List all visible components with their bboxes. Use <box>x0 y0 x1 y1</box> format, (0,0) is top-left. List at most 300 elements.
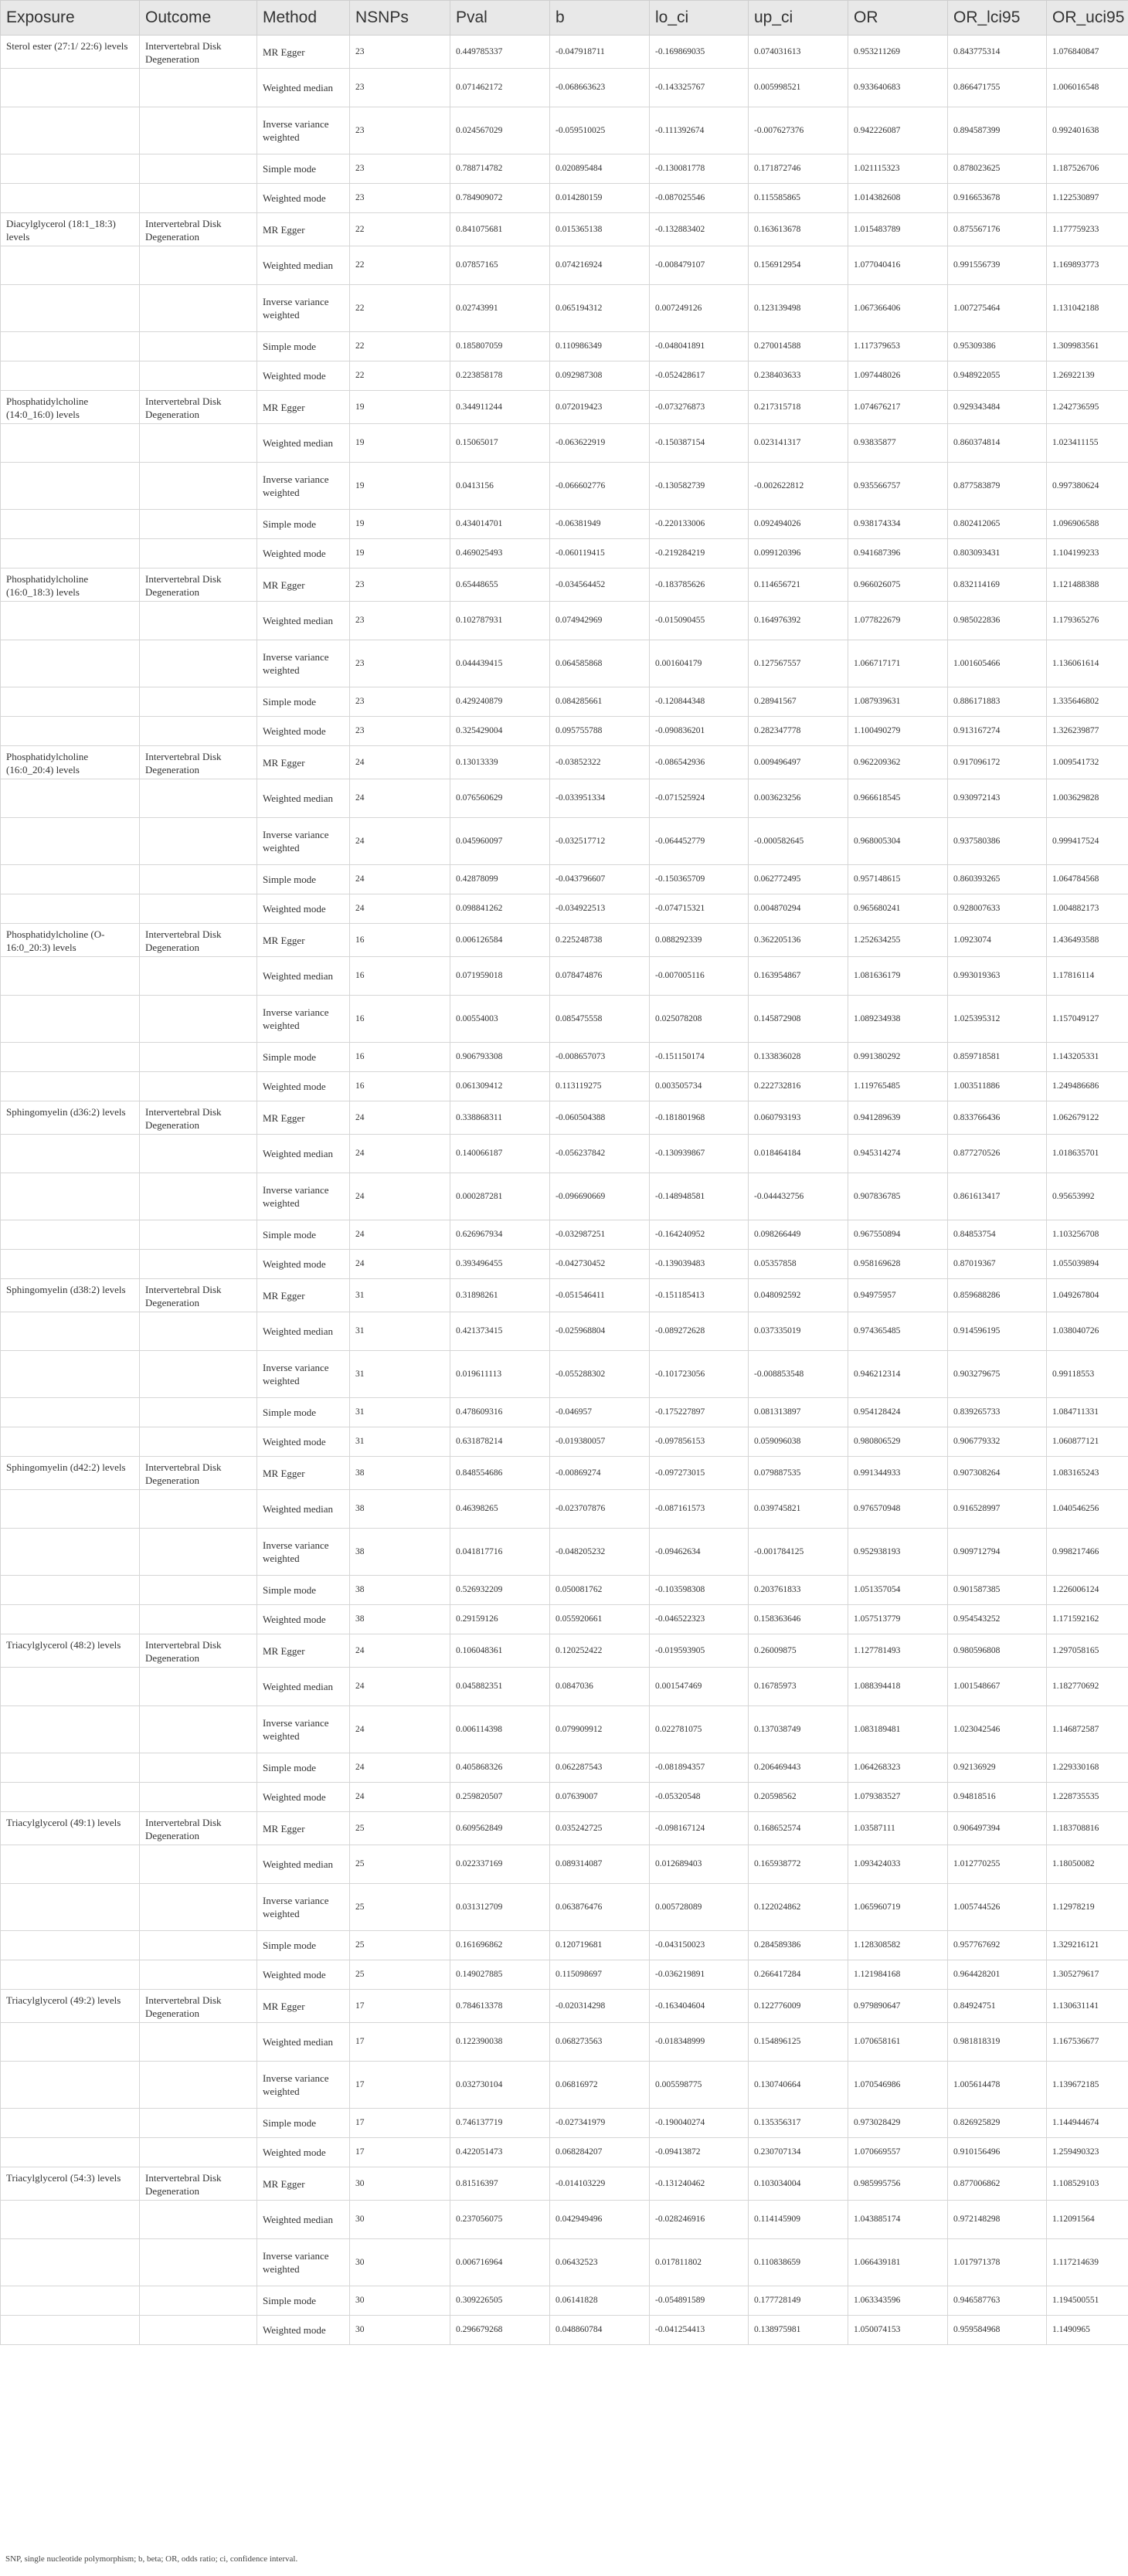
nsnps-cell: 23 <box>350 69 450 107</box>
nsnps-cell: 24 <box>350 746 450 779</box>
lo-ci-cell: -0.130939867 <box>650 1135 749 1173</box>
table-row <box>1 2023 1128 2062</box>
b-cell: 0.07639007 <box>550 1783 650 1812</box>
or-lci95-cell: 0.991556739 <box>948 246 1047 285</box>
b-cell: 0.120719681 <box>550 1931 650 1960</box>
up-ci-cell: 0.230707134 <box>749 2138 848 2167</box>
lo-ci-cell: -0.219284219 <box>650 539 749 568</box>
header-or: OR <box>848 1 948 36</box>
exposure-cell <box>1 2023 140 2062</box>
up-ci-cell: 0.362205136 <box>749 924 848 957</box>
b-cell: 0.089314087 <box>550 1845 650 1884</box>
exposure-cell <box>1 1753 140 1783</box>
method-cell: MR Egger <box>257 1990 350 2023</box>
or-lci95-cell: 1.001548667 <box>948 1668 1047 1706</box>
or-lci95-cell: 1.005614478 <box>948 2062 1047 2109</box>
up-ci-cell: 0.137038749 <box>749 1706 848 1753</box>
nsnps-cell: 38 <box>350 1529 450 1576</box>
lo-ci-cell: -0.164240952 <box>650 1220 749 1250</box>
pval-cell: 0.784909072 <box>450 184 550 213</box>
or-cell: 0.980806529 <box>848 1427 948 1457</box>
method-cell: Simple mode <box>257 154 350 184</box>
pval-cell: 0.02743991 <box>450 285 550 332</box>
pval-cell: 0.31898261 <box>450 1279 550 1312</box>
or-uci95-cell: 1.144944674 <box>1047 2109 1128 2138</box>
or-cell: 1.093424033 <box>848 1845 948 1884</box>
or-uci95-cell: 1.326239877 <box>1047 717 1128 746</box>
up-ci-cell: 0.168652574 <box>749 1812 848 1845</box>
method-cell: Weighted mode <box>257 361 350 391</box>
table-row <box>1 779 1128 818</box>
b-cell: 0.06432523 <box>550 2239 650 2286</box>
or-cell: 1.03587111 <box>848 1812 948 1845</box>
exposure-cell <box>1 818 140 865</box>
nsnps-cell: 24 <box>350 1783 450 1812</box>
outcome-cell: Intervertebral Disk Degeneration <box>140 924 257 957</box>
or-uci95-cell: 1.018635701 <box>1047 1135 1128 1173</box>
lo-ci-cell: 0.001547469 <box>650 1668 749 1706</box>
method-cell: Simple mode <box>257 2109 350 2138</box>
header-nsnps: NSNPs <box>350 1 450 36</box>
or-uci95-cell: 1.242736595 <box>1047 391 1128 424</box>
or-lci95-cell: 0.802412065 <box>948 510 1047 539</box>
up-ci-cell: 0.018464184 <box>749 1135 848 1173</box>
b-cell: -0.056237842 <box>550 1135 650 1173</box>
outcome-cell <box>140 1072 257 1101</box>
or-lci95-cell: 0.894587399 <box>948 107 1047 154</box>
b-cell: -0.00869274 <box>550 1457 650 1490</box>
lo-ci-cell: -0.09413872 <box>650 2138 749 2167</box>
lo-ci-cell: -0.139039483 <box>650 1250 749 1279</box>
pval-cell: 0.848554686 <box>450 1457 550 1490</box>
or-lci95-cell: 0.954543252 <box>948 1605 1047 1634</box>
nsnps-cell: 22 <box>350 361 450 391</box>
table-row <box>1 1884 1128 1931</box>
pval-cell: 0.42878099 <box>450 865 550 894</box>
table-row <box>1 332 1128 361</box>
or-uci95-cell: 0.95653992 <box>1047 1173 1128 1220</box>
or-uci95-cell: 1.076840847 <box>1047 36 1128 69</box>
outcome-cell <box>140 1529 257 1576</box>
or-cell: 1.067366406 <box>848 285 948 332</box>
table-row <box>1 154 1128 184</box>
lo-ci-cell: -0.043150023 <box>650 1931 749 1960</box>
table-row <box>1 107 1128 154</box>
outcome-cell <box>140 2239 257 2286</box>
up-ci-cell: 0.023141317 <box>749 424 848 463</box>
lo-ci-cell: -0.169869035 <box>650 36 749 69</box>
table-row <box>1 1783 1128 1812</box>
table-row <box>1 1753 1128 1783</box>
outcome-cell <box>140 1312 257 1351</box>
method-cell: Inverse variance weighted <box>257 463 350 510</box>
up-ci-cell: 0.039745821 <box>749 1490 848 1529</box>
table-row <box>1 1845 1128 1884</box>
b-cell: -0.068663623 <box>550 69 650 107</box>
exposure-cell <box>1 1427 140 1457</box>
table-row <box>1 602 1128 640</box>
method-cell: MR Egger <box>257 924 350 957</box>
lo-ci-cell: 0.007249126 <box>650 285 749 332</box>
or-cell: 1.021115323 <box>848 154 948 184</box>
table-row <box>1 1490 1128 1529</box>
table-row <box>1 865 1128 894</box>
b-cell: 0.072019423 <box>550 391 650 424</box>
b-cell: 0.074942969 <box>550 602 650 640</box>
table-body <box>1 36 1128 2345</box>
or-lci95-cell: 1.005744526 <box>948 1884 1047 1931</box>
table-row <box>1 1072 1128 1101</box>
nsnps-cell: 16 <box>350 1043 450 1072</box>
pval-cell: 0.102787931 <box>450 602 550 640</box>
exposure-cell <box>1 957 140 996</box>
table-row <box>1 424 1128 463</box>
exposure-cell <box>1 510 140 539</box>
or-lci95-cell: 0.910156496 <box>948 2138 1047 2167</box>
table-row <box>1 69 1128 107</box>
lo-ci-cell: -0.041254413 <box>650 2316 749 2345</box>
or-uci95-cell: 1.182770692 <box>1047 1668 1128 1706</box>
outcome-cell <box>140 154 257 184</box>
exposure-cell <box>1 1135 140 1173</box>
method-cell: Simple mode <box>257 1220 350 1250</box>
or-uci95-cell: 1.103256708 <box>1047 1220 1128 1250</box>
up-ci-cell: 0.163613678 <box>749 213 848 246</box>
lo-ci-cell: -0.028246916 <box>650 2201 749 2239</box>
table-row <box>1 1250 1128 1279</box>
pval-cell: 0.07857165 <box>450 246 550 285</box>
or-uci95-cell: 1.121488388 <box>1047 568 1128 602</box>
lo-ci-cell: -0.132883402 <box>650 213 749 246</box>
exposure-cell <box>1 779 140 818</box>
or-uci95-cell: 1.26922139 <box>1047 361 1128 391</box>
or-cell: 0.991380292 <box>848 1043 948 1072</box>
b-cell: 0.050081762 <box>550 1576 650 1605</box>
outcome-cell <box>140 2201 257 2239</box>
exposure-cell <box>1 463 140 510</box>
nsnps-cell: 30 <box>350 2167 450 2201</box>
header-or-uci95: OR_uci95 <box>1047 1 1128 36</box>
lo-ci-cell: -0.052428617 <box>650 361 749 391</box>
lo-ci-cell: -0.090836201 <box>650 717 749 746</box>
up-ci-cell: 0.059096038 <box>749 1427 848 1457</box>
nsnps-cell: 23 <box>350 602 450 640</box>
outcome-cell <box>140 640 257 687</box>
pval-cell: 0.631878214 <box>450 1427 550 1457</box>
outcome-cell <box>140 424 257 463</box>
nsnps-cell: 30 <box>350 2239 450 2286</box>
method-cell: Weighted median <box>257 1668 350 1706</box>
method-cell: MR Egger <box>257 391 350 424</box>
table-row <box>1 1312 1128 1351</box>
or-cell: 0.958169628 <box>848 1250 948 1279</box>
or-lci95-cell: 1.007275464 <box>948 285 1047 332</box>
table-row <box>1 1668 1128 1706</box>
or-cell: 0.991344933 <box>848 1457 948 1490</box>
method-cell: Weighted mode <box>257 539 350 568</box>
or-cell: 1.066717171 <box>848 640 948 687</box>
outcome-cell <box>140 1576 257 1605</box>
or-uci95-cell: 1.040546256 <box>1047 1490 1128 1529</box>
up-ci-cell: 0.217315718 <box>749 391 848 424</box>
or-cell: 1.121984168 <box>848 1960 948 1990</box>
lo-ci-cell: 0.025078208 <box>650 996 749 1043</box>
or-uci95-cell: 1.167536677 <box>1047 2023 1128 2062</box>
or-uci95-cell: 1.226006124 <box>1047 1576 1128 1605</box>
lo-ci-cell: -0.081894357 <box>650 1753 749 1783</box>
b-cell: -0.032987251 <box>550 1220 650 1250</box>
table-row <box>1 996 1128 1043</box>
up-ci-cell: -0.002622812 <box>749 463 848 510</box>
outcome-cell <box>140 332 257 361</box>
up-ci-cell: 0.206469443 <box>749 1753 848 1783</box>
outcome-cell <box>140 246 257 285</box>
or-cell: 0.935566757 <box>848 463 948 510</box>
or-uci95-cell: 1.259490323 <box>1047 2138 1128 2167</box>
table-row <box>1 568 1128 602</box>
outcome-cell: Intervertebral Disk Degeneration <box>140 213 257 246</box>
nsnps-cell: 24 <box>350 1634 450 1668</box>
b-cell: 0.06816972 <box>550 2062 650 2109</box>
b-cell: 0.0847036 <box>550 1668 650 1706</box>
or-uci95-cell: 1.139672185 <box>1047 2062 1128 2109</box>
b-cell: 0.035242725 <box>550 1812 650 1845</box>
or-lci95-cell: 0.886171883 <box>948 687 1047 717</box>
or-lci95-cell: 0.87019367 <box>948 1250 1047 1279</box>
method-cell: Simple mode <box>257 687 350 717</box>
exposure-cell <box>1 1884 140 1931</box>
nsnps-cell: 19 <box>350 463 450 510</box>
pval-cell: 0.609562849 <box>450 1812 550 1845</box>
exposure-cell <box>1 424 140 463</box>
nsnps-cell: 17 <box>350 2062 450 2109</box>
outcome-cell <box>140 2023 257 2062</box>
up-ci-cell: 0.171872746 <box>749 154 848 184</box>
b-cell: -0.032517712 <box>550 818 650 865</box>
exposure-cell <box>1 2286 140 2316</box>
or-cell: 1.043885174 <box>848 2201 948 2239</box>
or-cell: 0.938174334 <box>848 510 948 539</box>
nsnps-cell: 38 <box>350 1490 450 1529</box>
exposure-cell <box>1 332 140 361</box>
up-ci-cell: 0.284589386 <box>749 1931 848 1960</box>
pval-cell: 0.045960097 <box>450 818 550 865</box>
b-cell: 0.063876476 <box>550 1884 650 1931</box>
or-uci95-cell: 1.171592162 <box>1047 1605 1128 1634</box>
b-cell: 0.020895484 <box>550 154 650 184</box>
up-ci-cell: 0.115585865 <box>749 184 848 213</box>
pval-cell: 0.626967934 <box>450 1220 550 1250</box>
method-cell: Simple mode <box>257 332 350 361</box>
lo-ci-cell: 0.088292339 <box>650 924 749 957</box>
or-cell: 0.976570948 <box>848 1490 948 1529</box>
or-uci95-cell: 1.060877121 <box>1047 1427 1128 1457</box>
method-cell: Simple mode <box>257 1043 350 1072</box>
lo-ci-cell: -0.175227897 <box>650 1398 749 1427</box>
lo-ci-cell: -0.074715321 <box>650 894 749 924</box>
exposure-cell: Phosphatidylcholine (O-16:0_20:3) levels <box>1 924 140 957</box>
b-cell: 0.113119275 <box>550 1072 650 1101</box>
exposure-cell <box>1 602 140 640</box>
nsnps-cell: 24 <box>350 1668 450 1706</box>
or-cell: 1.128308582 <box>848 1931 948 1960</box>
lo-ci-cell: -0.183785626 <box>650 568 749 602</box>
or-cell: 0.979890647 <box>848 1990 948 2023</box>
table-row <box>1 2316 1128 2345</box>
table-row <box>1 285 1128 332</box>
up-ci-cell: 0.110838659 <box>749 2239 848 2286</box>
b-cell: 0.014280159 <box>550 184 650 213</box>
or-cell: 1.051357054 <box>848 1576 948 1605</box>
b-cell: 0.048860784 <box>550 2316 650 2345</box>
or-lci95-cell: 0.903279675 <box>948 1351 1047 1398</box>
or-uci95-cell: 1.146872587 <box>1047 1706 1128 1753</box>
exposure-cell: Triacylglycerol (49:1) levels <box>1 1812 140 1845</box>
exposure-cell <box>1 1529 140 1576</box>
or-lci95-cell: 1.001605466 <box>948 640 1047 687</box>
b-cell: 0.225248738 <box>550 924 650 957</box>
lo-ci-cell: -0.007005116 <box>650 957 749 996</box>
or-lci95-cell: 0.906779332 <box>948 1427 1047 1457</box>
or-uci95-cell: 1.117214639 <box>1047 2239 1128 2286</box>
header-or-lci95: OR_lci95 <box>948 1 1047 36</box>
pval-cell: 0.041817716 <box>450 1529 550 1576</box>
up-ci-cell: 0.122024862 <box>749 1884 848 1931</box>
or-cell: 1.057513779 <box>848 1605 948 1634</box>
header-outcome: Outcome <box>140 1 257 36</box>
exposure-cell <box>1 2062 140 2109</box>
method-cell: Weighted median <box>257 2023 350 2062</box>
b-cell: -0.055288302 <box>550 1351 650 1398</box>
b-cell: 0.095755788 <box>550 717 650 746</box>
up-ci-cell: -0.007627376 <box>749 107 848 154</box>
nsnps-cell: 25 <box>350 1931 450 1960</box>
table-row <box>1 361 1128 391</box>
or-uci95-cell: 1.305279617 <box>1047 1960 1128 1990</box>
nsnps-cell: 23 <box>350 640 450 687</box>
table-row <box>1 1990 1128 2023</box>
or-lci95-cell: 0.832114169 <box>948 568 1047 602</box>
outcome-cell <box>140 2109 257 2138</box>
outcome-cell <box>140 1706 257 1753</box>
method-cell: Inverse variance weighted <box>257 1173 350 1220</box>
method-cell: MR Egger <box>257 1634 350 1668</box>
pval-cell: 0.045882351 <box>450 1668 550 1706</box>
pval-cell: 0.788714782 <box>450 154 550 184</box>
pval-cell: 0.031312709 <box>450 1884 550 1931</box>
nsnps-cell: 23 <box>350 568 450 602</box>
or-cell: 1.127781493 <box>848 1634 948 1668</box>
method-cell: Inverse variance weighted <box>257 996 350 1043</box>
nsnps-cell: 24 <box>350 1220 450 1250</box>
pval-cell: 0.296679268 <box>450 2316 550 2345</box>
nsnps-cell: 31 <box>350 1398 450 1427</box>
outcome-cell <box>140 996 257 1043</box>
outcome-cell <box>140 818 257 865</box>
b-cell: -0.020314298 <box>550 1990 650 2023</box>
pval-cell: 0.259820507 <box>450 1783 550 1812</box>
header-method: Method <box>257 1 350 36</box>
table-row <box>1 1576 1128 1605</box>
pval-cell: 0.526932209 <box>450 1576 550 1605</box>
pval-cell: 0.15065017 <box>450 424 550 463</box>
table-row <box>1 1605 1128 1634</box>
pval-cell: 0.237056075 <box>450 2201 550 2239</box>
up-ci-cell: 0.282347778 <box>749 717 848 746</box>
table-row <box>1 717 1128 746</box>
up-ci-cell: 0.127567557 <box>749 640 848 687</box>
up-ci-cell: 0.062772495 <box>749 865 848 894</box>
or-cell: 0.967550894 <box>848 1220 948 1250</box>
method-cell: Weighted mode <box>257 894 350 924</box>
exposure-cell <box>1 1398 140 1427</box>
nsnps-cell: 23 <box>350 717 450 746</box>
exposure-cell: Phosphatidylcholine (16:0_20:4) levels <box>1 746 140 779</box>
or-uci95-cell: 1.1490965 <box>1047 2316 1128 2345</box>
lo-ci-cell: -0.086542936 <box>650 746 749 779</box>
nsnps-cell: 31 <box>350 1312 450 1351</box>
outcome-cell <box>140 184 257 213</box>
up-ci-cell: 0.005998521 <box>749 69 848 107</box>
outcome-cell <box>140 1668 257 1706</box>
lo-ci-cell: -0.097273015 <box>650 1457 749 1490</box>
up-ci-cell: 0.133836028 <box>749 1043 848 1072</box>
pval-cell: 0.161696862 <box>450 1931 550 1960</box>
up-ci-cell: 0.16785973 <box>749 1668 848 1706</box>
lo-ci-cell: -0.087161573 <box>650 1490 749 1529</box>
pval-cell: 0.00554003 <box>450 996 550 1043</box>
or-cell: 1.070669557 <box>848 2138 948 2167</box>
or-cell: 1.063343596 <box>848 2286 948 2316</box>
or-uci95-cell: 1.055039894 <box>1047 1250 1128 1279</box>
outcome-cell <box>140 361 257 391</box>
method-cell: Weighted median <box>257 1490 350 1529</box>
or-uci95-cell: 1.187526706 <box>1047 154 1128 184</box>
or-lci95-cell: 0.861613417 <box>948 1173 1047 1220</box>
method-cell: Inverse variance weighted <box>257 640 350 687</box>
outcome-cell: Intervertebral Disk Degeneration <box>140 1990 257 2023</box>
exposure-cell <box>1 1220 140 1250</box>
or-cell: 1.252634255 <box>848 924 948 957</box>
or-cell: 0.957148615 <box>848 865 948 894</box>
b-cell: -0.096690669 <box>550 1173 650 1220</box>
lo-ci-cell: -0.089272628 <box>650 1312 749 1351</box>
table-row <box>1 924 1128 957</box>
or-uci95-cell: 1.335646802 <box>1047 687 1128 717</box>
outcome-cell <box>140 1960 257 1990</box>
b-cell: -0.063622919 <box>550 424 650 463</box>
b-cell: -0.060504388 <box>550 1101 650 1135</box>
exposure-cell: Sterol ester (27:1/ 22:6) levels <box>1 36 140 69</box>
pval-cell: 0.784613378 <box>450 1990 550 2023</box>
b-cell: 0.085475558 <box>550 996 650 1043</box>
pval-cell: 0.746137719 <box>450 2109 550 2138</box>
method-cell: MR Egger <box>257 568 350 602</box>
up-ci-cell: 0.158363646 <box>749 1605 848 1634</box>
or-cell: 0.933640683 <box>848 69 948 107</box>
b-cell: -0.06381949 <box>550 510 650 539</box>
outcome-cell <box>140 1398 257 1427</box>
b-cell: -0.060119415 <box>550 539 650 568</box>
lo-ci-cell: -0.008479107 <box>650 246 749 285</box>
method-cell: Weighted mode <box>257 1250 350 1279</box>
up-ci-cell: 0.003623256 <box>749 779 848 818</box>
method-cell: MR Egger <box>257 36 350 69</box>
method-cell: Simple mode <box>257 1931 350 1960</box>
lo-ci-cell: -0.054891589 <box>650 2286 749 2316</box>
nsnps-cell: 25 <box>350 1812 450 1845</box>
b-cell: 0.068273563 <box>550 2023 650 2062</box>
